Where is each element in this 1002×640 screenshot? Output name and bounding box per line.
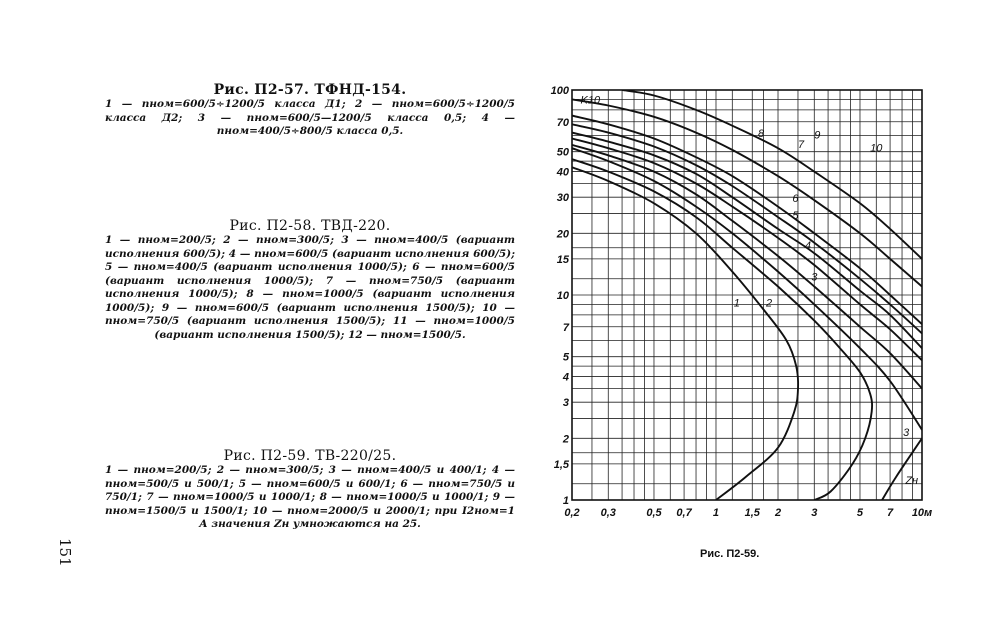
y-tick-label: 5: [562, 351, 569, 364]
curve-label: 7: [797, 139, 805, 152]
caption-body: 1 — nном=200/5; 2 — nном=300/5; 3 — nном=400/5 (вариант исполнения 600/5); 4 — nном=600/5 (вариант исполнения 600/5); 5 — nном=400/5 (вариант исполнения 1000/5); 6 — nном=600/5 (вариант исполнения 1000/5); 7 — nном=750/5 (вариант исполнения 1000/5); 8 — nном=1000/5 (вариант исполнения 1000/5); 9 — nном=600/5 (вариант исполнения 1500/5); 10 — nном=750/5 (вариант исполнения 1500/5); 11 — nном=1000/5 (вариант исполнения 1500/5); 12 — nном=1500/5.: [105, 234, 515, 341]
caption-title: Рис. П2-57. ТФНД-154.: [213, 82, 407, 98]
curve-label: 2: [766, 297, 773, 310]
curve-1: [572, 167, 798, 500]
caption-body: 1 — nном=200/5; 2 — nном=300/5; 3 — nном=400/5 и 400/1; 4 — nном=500/5 и 500/1; 5 — nном=600/5 и 600/1; 6 — nном=750/5 и 750/1; 7 — nном=1000/5 и 1000/1; 8 — nном=1000/5 и 1000/1; 9 — nном=1500/5 и 1500/1; 10 — nном=2000/5 и 2000/1; при I2ном=1 А значения Zн умножаются на 25.: [105, 464, 515, 530]
chart-k10-vs-zn: [540, 78, 940, 528]
curve-label: 1: [733, 297, 740, 310]
curve-label: 3: [811, 271, 818, 284]
curve-label: Zн: [905, 474, 919, 487]
y-tick-label: 3: [562, 397, 569, 410]
y-tick-label: 40: [556, 166, 569, 179]
caption-fig-p2-59: [105, 448, 515, 532]
x-tick-label: 10м: [911, 507, 933, 519]
x-tick-label: 0,2: [564, 507, 580, 519]
x-tick-label: 3: [811, 507, 818, 519]
y-tick-label: 50: [556, 146, 569, 159]
y-tick-label: 30: [556, 192, 569, 205]
curve-label: 6: [792, 192, 799, 205]
y-tick-label: 7: [562, 321, 569, 334]
x-tick-label: 1: [712, 507, 720, 519]
y-tick-label: 2: [562, 433, 569, 446]
caption-fig-p2-57: [105, 82, 515, 139]
x-tick-label: 1,5: [744, 507, 760, 519]
y-tick-label: 1,5: [553, 458, 569, 471]
caption-fig-p2-58: [105, 218, 515, 342]
x-tick-label: 0,5: [646, 507, 662, 519]
caption-title: Рис. П2-58. ТВД-220.: [229, 218, 391, 234]
y-tick-label: 100: [550, 85, 569, 97]
x-tick-label: 0,3: [600, 507, 616, 519]
y-tick-label: 20: [556, 228, 569, 241]
x-tick-label: 5: [856, 507, 864, 519]
figure-caption: Рис. П2-59.: [700, 548, 760, 560]
y-tick-label: 70: [556, 116, 569, 129]
curve-label: 3: [903, 427, 910, 440]
curve-label: 5: [792, 209, 799, 222]
curve-9: [572, 99, 922, 286]
y-tick-label: 1: [562, 495, 569, 507]
page-number: 151: [56, 538, 74, 567]
curve-4: [572, 142, 922, 389]
y-tick-label: 4: [562, 371, 569, 384]
x-tick-label: 7: [887, 507, 894, 519]
curve-7: [572, 124, 922, 333]
x-tick-label: 2: [774, 507, 782, 519]
curve-label: 4: [804, 239, 811, 252]
x-tick-label: 0,7: [676, 507, 692, 519]
curve-label: 10: [870, 142, 883, 155]
caption-body: 1 — nном=600/5÷1200/5 класса Д1; 2 — nном=600/5÷1200/5 класса Д2; 3 — nном=600/5—1200/5 класса 0,5; 4 — nном=400/5÷800/5 класса 0,5.: [105, 98, 515, 137]
y-tick-label: 15: [556, 253, 569, 266]
curve-label: 8: [758, 127, 765, 140]
curve-label: 9: [814, 129, 821, 142]
curve-label: K10: [580, 94, 601, 107]
y-tick-label: 10: [556, 290, 569, 302]
caption-title: Рис. П2-59. ТВ-220/25.: [223, 448, 397, 464]
